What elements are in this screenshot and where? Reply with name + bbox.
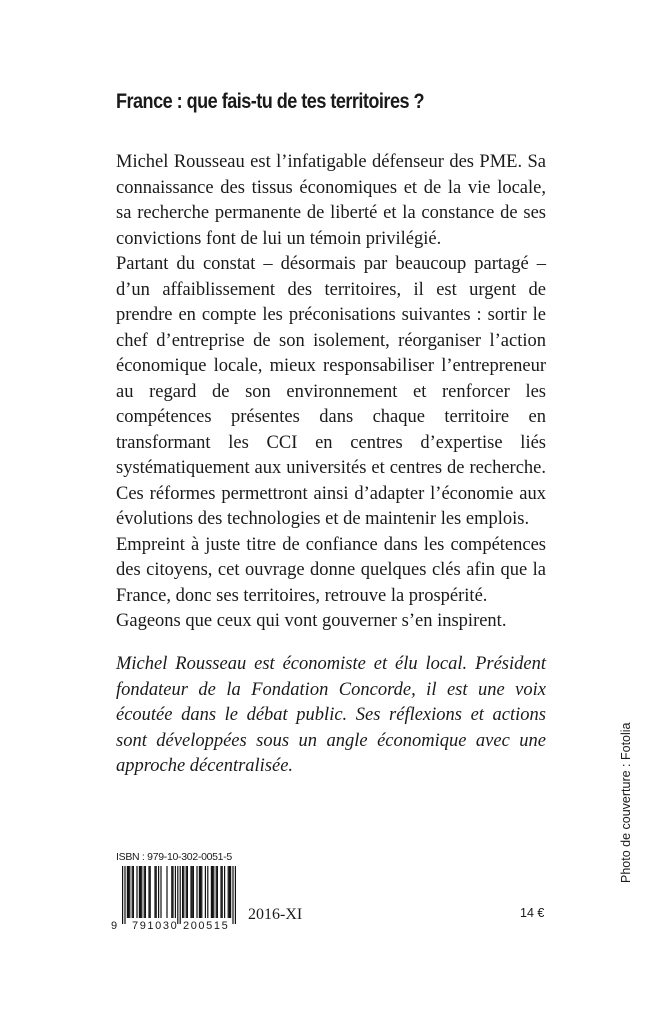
photo-credit: Photo de couverture : Fotolia xyxy=(619,722,633,883)
barcode-bar xyxy=(228,866,229,918)
price-label: 14 € xyxy=(520,906,545,920)
barcode-bar xyxy=(127,866,128,918)
barcode-bar xyxy=(193,866,194,918)
barcode-bar xyxy=(192,866,193,918)
barcode-bar xyxy=(140,866,141,918)
barcode-bar xyxy=(156,866,157,918)
barcode-bar xyxy=(201,866,202,918)
barcode-bar xyxy=(158,866,159,918)
barcode-bar xyxy=(122,866,123,924)
barcode-bar xyxy=(172,866,173,918)
barcode-bar xyxy=(220,866,221,918)
barcode-bar xyxy=(217,866,218,918)
barcode-bar xyxy=(166,866,167,918)
barcode-bar xyxy=(141,866,142,918)
summary-paragraph: Partant du constat – désormais par beaucoup partagé – d’un affaiblissement des territoires, il est urgent de prendre en compte les préconisations suivantes : sortir le chef d’entreprise de son isolement, réorganiser l’action économique locale, mieux responsabiliser l’entrepreneur au regard de son environnement et renforcer les compétences présentes dans chaque territoire en transformant les CCI en centres d’expertise liés systématiquement aux universités et centres de recherche. Ces réformes permettront ainsi d’adapter l’économie aux évolutions des technologies et de maintenir les emplois. xyxy=(116,254,546,529)
barcode-bar xyxy=(200,866,201,918)
barcode-bar xyxy=(171,866,172,918)
barcode-bar xyxy=(212,866,213,918)
isbn-label: ISBN : 979-10-302-0051-5 xyxy=(116,851,232,863)
barcode-bar xyxy=(205,866,206,918)
barcode xyxy=(110,866,238,934)
summary-paragraph: Michel Rousseau est l’infatigable défenseur des PME. Sa connaissance des tissus économiques et de la vie locale, sa recherche permanente de liberté et la constance de ses convictions font de lui un témoin privilégié. xyxy=(116,152,546,249)
barcode-bar xyxy=(211,866,212,918)
barcode-bar xyxy=(232,866,233,924)
barcode-bar xyxy=(144,866,145,918)
barcode-bar xyxy=(207,866,208,918)
barcode-bar xyxy=(186,866,187,918)
barcode-bar xyxy=(187,866,188,918)
barcode-bar xyxy=(224,866,225,918)
edition-label: 2016-XI xyxy=(248,906,303,923)
barcode-bar xyxy=(222,866,223,918)
barcode-bar xyxy=(199,866,200,918)
summary-text xyxy=(116,150,546,635)
barcode-bar xyxy=(139,866,140,918)
barcode-bar xyxy=(132,866,133,918)
barcode-bar xyxy=(148,866,149,918)
barcode-bar xyxy=(150,866,151,918)
barcode-bar xyxy=(175,866,176,918)
barcode-bar xyxy=(124,866,125,924)
barcode-bar xyxy=(128,866,129,918)
summary-paragraph: Gageons que ceux qui vont gouverner s’en inspirent. xyxy=(116,611,507,631)
barcode-first-digit: 9 xyxy=(111,920,118,932)
barcode-bar xyxy=(216,866,217,918)
barcode-bar xyxy=(160,866,161,918)
barcode-bar xyxy=(190,866,191,918)
barcode-bar xyxy=(136,866,137,918)
barcode-left-group: 791030 xyxy=(132,920,179,932)
barcode-bar xyxy=(180,866,181,924)
barcode-bar xyxy=(133,866,134,918)
barcode-bar xyxy=(177,866,178,924)
barcode-bar xyxy=(230,866,231,918)
barcode-bar xyxy=(235,866,236,924)
author-bio: Michel Rousseau est économiste et élu local. Président fondateur de la Fondation Concorde, il est une voix écoutée dans le débat public. Ses réflexions et actions sont développées sous un angle économique avec une approche décentralisée. xyxy=(116,654,546,776)
barcode-bar xyxy=(145,866,146,918)
barcode-bar xyxy=(129,866,130,918)
barcode-right-group: 200515 xyxy=(183,920,230,932)
barcode-bar xyxy=(182,866,183,918)
barcode-bar xyxy=(229,866,230,918)
barcode-bar xyxy=(154,866,155,918)
barcode-bar xyxy=(183,866,184,918)
barcode-bar xyxy=(196,866,197,918)
summary-paragraph: Empreint à juste titre de confiance dans les compétences des citoyens, cet ouvrage donne quelques clés afin que la France, donc ses territoires, retrouve la prospérité. xyxy=(116,534,546,606)
barcode-bar xyxy=(213,866,214,918)
book-title: France : que fais-tu de tes territoires ? xyxy=(116,90,425,113)
